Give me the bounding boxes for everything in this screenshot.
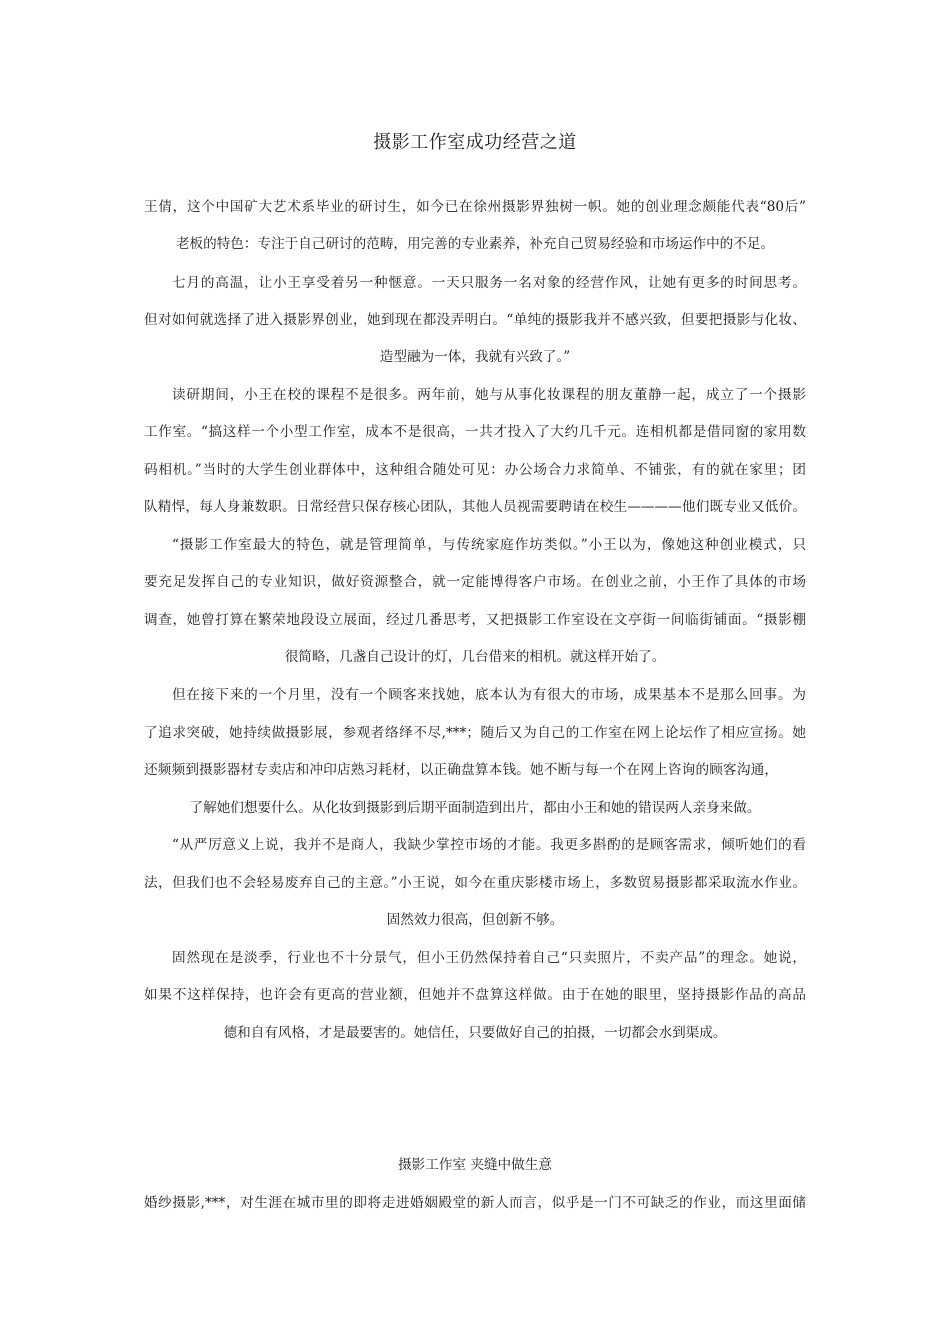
body-line: 码相机。”当时的大学生创业群体中，这种组合随处可见：办公场合力求简单、不铺张，有的就在家里；团	[144, 462, 806, 478]
body-line: “摄影工作室最大的特色，就是管理简单，与传统家庭作坊类似。”小王以为，像她这种创业模式，只	[172, 537, 806, 553]
body-line: 老板的特色：专注于自己研讨的范畴，用完善的专业素养，补充自己贸易经验和市场运作中的不足。	[175, 236, 775, 252]
section-subtitle: 摄影工作室 夹缝中做生意	[398, 1157, 552, 1173]
body-line: 工作室。“搞这样一个小型工作室，成本不是很高，一共才投入了大约几千元。连相机都是借同窗的家用数	[144, 424, 806, 440]
body-line: 德和自有风格，才是最要害的。她信任，只要做好自己的拍摄，一切都会水到渠成。	[223, 1025, 727, 1041]
body-line: 队精悍，每人身兼数职。日常经营只保存核心团队，其他人员视需要聘请在校生————他们既专业又低价。	[144, 499, 806, 515]
body-line: 法，但我们也不会轻易废弃自己的主意。”小王说，如今在重庆影楼市场上，多数贸易摄影都采取流水作业。	[144, 875, 806, 891]
body-line: 固然现在是淡季，行业也不十分景气，但小王仍然保持着自己“只卖照片，不卖产品”的理念。她说，	[172, 950, 806, 966]
body-line: 要充足发挥自己的专业知识，做好资源整合，就一定能博得客户市场。在创业之前，小王作了具体的市场	[144, 574, 806, 590]
document-title: 摄影工作室成功经营之道	[373, 132, 577, 153]
body-line: 还频频到摄影器材专卖店和冲印店熟习耗材，以正确盘算本钱。她不断与每一个在网上咨询的顾客沟通，	[144, 762, 778, 778]
body-line: 了解她们想要什么。从化妆到摄影到后期平面制造到出片，都由小王和她的错误两人亲身来做。	[189, 800, 761, 816]
body-line: 婚纱摄影,***，对生涯在城市里的即将走进婚姻殿堂的新人而言，似乎是一门不可缺乏的作业，而这里面储	[144, 1195, 806, 1211]
body-line: 但在接下来的一个月里，没有一个顾客来找她，底本认为有很大的市场，成果基本不是那么回事。为	[172, 687, 806, 703]
body-line: 王倩，这个中国矿大艺术系毕业的研讨生，如今已在徐州摄影界独树一帜。她的创业理念颇能代表“80后”	[144, 199, 806, 215]
body-line: 了追求突破，她持续做摄影展，参观者络绎不尽,***；随后又为自己的工作室在网上论坛作了相应宣扬。她	[144, 725, 806, 741]
body-line: 很简略，几盏自己设计的灯，几台借来的相机。就这样开始了。	[284, 649, 666, 665]
body-line: 但对如何就选择了进入摄影界创业，她到现在都没弄明白。“单纯的摄影我并不感兴致，但要把摄影与化妆、	[144, 312, 806, 328]
body-line: 造型融为一体，我就有兴致了。”	[379, 349, 571, 365]
body-line: 七月的高温，让小王享受着另一种惬意。一天只服务一名对象的经营作风，让她有更多的时间思考。	[172, 275, 806, 291]
body-line: 调查，她曾打算在繁荣地段设立展面，经过几番思考，又把摄影工作室设在文亭街一间临街铺面。“摄影棚	[144, 612, 806, 628]
body-line: 读研期间，小王在校的课程不是很多。两年前，她与从事化妆课程的朋友董静一起，成立了一个摄影	[172, 387, 806, 403]
body-line: “从严厉意义上说，我并不是商人，我缺少掌控市场的才能。我更多斟酌的是顾客需求，倾听她们的看	[172, 837, 806, 853]
body-line: 如果不这样保持，也许会有更高的营业额，但她并不盘算这样做。由于在她的眼里，坚持摄影作品的高品	[144, 987, 806, 1003]
body-line: 固然效力很高，但创新不够。	[386, 912, 564, 928]
